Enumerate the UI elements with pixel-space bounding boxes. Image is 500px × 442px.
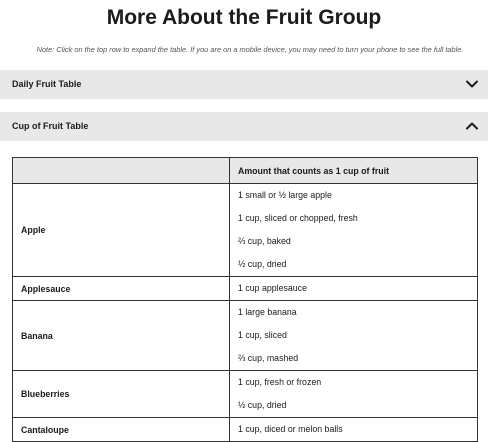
amount-line: ⅔ cup, mashed: [238, 353, 299, 363]
amount-cell: [230, 371, 478, 418]
food-name: Blueberries: [13, 371, 230, 418]
amount-line: 1 small or ½ large apple: [238, 190, 332, 200]
accordion-label: Cup of Fruit Table: [12, 121, 89, 131]
table-row: [13, 418, 478, 442]
amount-line: ½ cup, dried: [238, 259, 287, 269]
table-row: [13, 277, 478, 301]
amount-cell: [230, 184, 478, 277]
column-header-food: [13, 158, 230, 184]
amount-line: 1 large banana: [238, 307, 297, 317]
amount-cell: [230, 418, 478, 442]
amount-line: 1 cup applesauce: [238, 283, 307, 293]
table-row: [13, 301, 478, 371]
chevron-up-icon[interactable]: [465, 119, 479, 133]
amount-line: 1 cup, diced or melon balls: [238, 424, 343, 434]
accordion-label: Daily Fruit Table: [12, 79, 82, 89]
column-header-amount: Amount that counts as 1 cup of fruit: [230, 158, 478, 184]
amount-cell: [230, 277, 478, 301]
accordion-cup-of-fruit-table[interactable]: [0, 112, 488, 141]
amount-line: 1 cup, fresh or frozen: [238, 377, 322, 387]
chevron-down-icon[interactable]: [465, 77, 479, 91]
amount-line: ⅔ cup, baked: [238, 236, 291, 246]
cup-of-fruit-table: [12, 157, 478, 442]
table-note: Note: Click on the top row to expand the table. If you are on a mobile device, you may need to turn your phone to see the full table.: [36, 45, 464, 54]
food-name: Cantaloupe: [13, 418, 230, 442]
food-name: Applesauce: [13, 277, 230, 301]
amount-line: 1 cup, sliced or chopped, fresh: [238, 213, 358, 223]
page-title: More About the Fruit Group: [106, 6, 382, 29]
amount-cell: [230, 301, 478, 371]
amount-line: ½ cup, dried: [238, 400, 287, 410]
food-name: Apple: [13, 184, 230, 277]
table-header-row: [13, 158, 478, 184]
accordion-daily-fruit-table[interactable]: [0, 70, 488, 99]
table-row: [13, 184, 478, 277]
food-name: Banana: [13, 301, 230, 371]
table-row: [13, 371, 478, 418]
amount-line: 1 cup, sliced: [238, 330, 287, 340]
